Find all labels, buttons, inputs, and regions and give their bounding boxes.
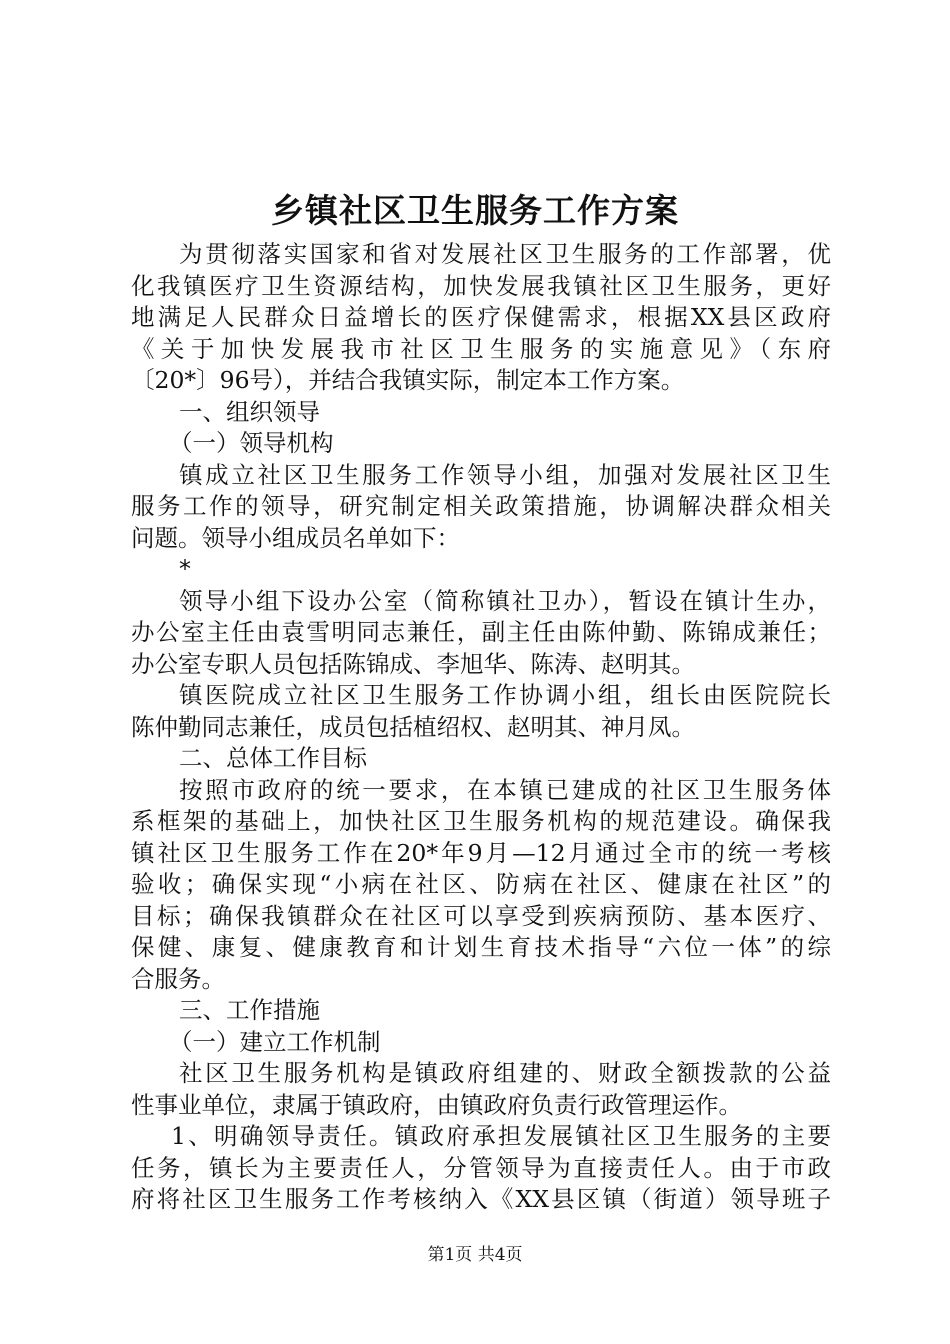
text-line: 系框架的基础上，加快社区卫生服务机构的规范建设。确保我: [131, 807, 831, 835]
text-line: 地满足人民群众日益增长的医疗保健需求，根据XX县区政府: [131, 303, 831, 331]
section-heading: 一、组织领导: [179, 397, 320, 426]
text-line: 性事业单位，隶属于镇政府，由镇政府负责行政管理运作。: [131, 1090, 742, 1119]
text-line: 问题。领导小组成员名单如下：: [131, 523, 460, 552]
text-line: 服务工作的领导，研究制定相关政策措施，协调解决群众相关: [131, 492, 831, 520]
text-line: 合服务。: [131, 964, 225, 993]
text-line: 验收；确保实现“小病在社区、防病在社区、健康在社区”的: [131, 870, 831, 898]
text-line: 办公室专职人员包括陈锦成、李旭华、陈涛、赵明其。: [131, 649, 695, 678]
section-heading: 三、工作措施: [179, 996, 320, 1024]
text-line: 任务，镇长为主要责任人，分管领导为直接责任人。由于市政: [131, 1153, 831, 1182]
text-line: 镇成立社区卫生服务工作领导小组，加强对发展社区卫生: [179, 460, 831, 489]
text-line: 办公室主任由袁雪明同志兼任，副主任由陈仲勤、陈锦成兼任；: [131, 618, 831, 646]
text-line: 保健、康复、健康教育和计划生育技术指导“六位一体”的综: [131, 933, 831, 961]
member-list-placeholder: *: [179, 555, 191, 583]
text-line: 按照市政府的统一要求，在本镇已建成的社区卫生服务体: [179, 775, 831, 804]
page-number: 第1页 共4页: [427, 1245, 523, 1265]
text-line: 府将社区卫生服务工作考核纳入《XX县区镇（街道）领导班子: [131, 1185, 831, 1213]
text-line: 〔20*〕96号），并结合我镇实际，制定本工作方案。: [131, 366, 685, 394]
text-line: 为贯彻落实国家和省对发展社区卫生服务的工作部署，优: [179, 240, 831, 268]
text-line: 陈仲勤同志兼任，成员包括植绍权、赵明其、神月凤。: [131, 712, 695, 741]
text-line: 镇社区卫生服务工作在20*年9月—12月通过全市的统一考核: [131, 838, 831, 867]
text-line: 社区卫生服务机构是镇政府组建的、财政全额拨款的公益: [179, 1059, 831, 1087]
page-footer: [0, 1244, 950, 1266]
section-heading: 二、总体工作目标: [179, 744, 367, 772]
subsection-heading: （一）领导机构: [169, 429, 334, 457]
document-body: [131, 239, 831, 1216]
document-title: 乡镇社区卫生服务工作方案: [271, 191, 679, 230]
text-line: 《关于加快发展我市社区卫生服务的实施意见》（东府: [131, 334, 831, 363]
text-line: 镇医院成立社区卫生服务工作协调小组，组长由医院院长: [179, 681, 831, 709]
text-line: 目标；确保我镇群众在社区可以享受到疾病预防、基本医疗、: [131, 901, 831, 930]
text-line: 1、明确领导责任。镇政府承担发展镇社区卫生服务的主要: [171, 1122, 831, 1150]
subsection-heading: （一）建立工作机制: [169, 1027, 381, 1056]
text-line: 化我镇医疗卫生资源结构，加快发展我镇社区卫生服务，更好: [131, 271, 831, 300]
text-line: 领导小组下设办公室（简称镇社卫办），暂设在镇计生办，: [179, 586, 831, 615]
